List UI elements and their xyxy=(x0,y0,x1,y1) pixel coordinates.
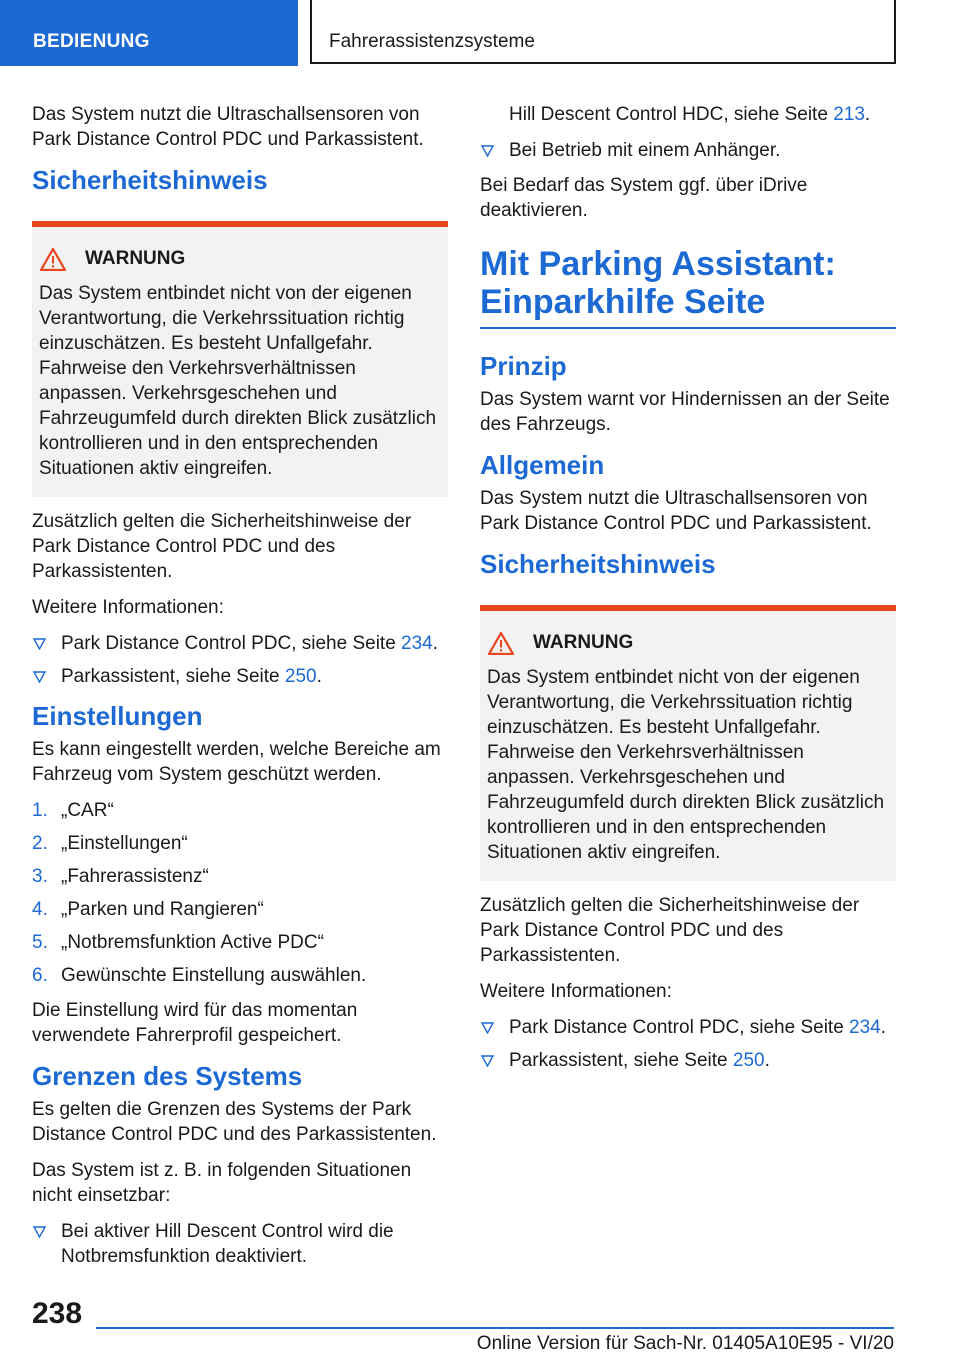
online-version: Online Version für Sach-Nr. 01405A10E95 - VI/20 xyxy=(476,1333,894,1354)
warning-box xyxy=(480,605,896,881)
safety-heading: Sicherheitshinweis xyxy=(32,165,268,195)
list-item: Park Distance Control PDC, siehe Seite 234. xyxy=(32,631,448,656)
step-item: 4. „Parken und Rangieren“ xyxy=(32,899,264,920)
bullet-triangle-icon xyxy=(33,638,46,650)
info-list xyxy=(32,631,448,689)
page-header xyxy=(0,0,960,66)
settings-note: Die Einstellung wird für das momentan verwendete Fahrerprofil gespeichert. xyxy=(32,1000,358,1046)
step-item: 5. „Notbremsfunktion Active PDC“ xyxy=(32,932,324,953)
list-item: Bei aktiver Hill Descent Control wird die Notbremsfunktion deaktiviert. xyxy=(32,1219,448,1269)
settings-intro: Es kann eingestellt werden, welche Bereiche am Fahrzeug vom System geschützt werden. xyxy=(32,739,441,785)
list-item: Park Distance Control PDC, siehe Seite 234. xyxy=(480,1015,896,1040)
step-item: 3. „Fahrerassistenz“ xyxy=(32,866,209,887)
info-list xyxy=(480,1015,896,1073)
step-item: 6. Gewünschte Einstellung auswählen. xyxy=(32,965,367,986)
principle-heading: Prinzip xyxy=(480,351,567,381)
intro-paragraph: Das System nutzt die Ultraschallsensoren von Park Distance Control PDC und Parkassistent. xyxy=(32,104,424,150)
step-item: 1. „CAR“ xyxy=(32,800,114,821)
additional-hints: Zusätzlich gelten die Sicherheitshinweise der Park Distance Control PDC und des Parkassistenten. xyxy=(32,511,412,582)
page-number: 238 xyxy=(32,1297,83,1330)
warning-header xyxy=(39,247,440,271)
limits-list xyxy=(32,1219,448,1269)
footer-divider xyxy=(96,1327,894,1329)
list-item: Parkassistent, siehe Seite 250. xyxy=(480,1048,896,1073)
limits-intro: Es gelten die Grenzen des Systems der Park Distance Control PDC und des Parkassistenten. xyxy=(32,1099,437,1145)
settings-heading: Einstellungen xyxy=(32,701,203,731)
settings-steps xyxy=(32,798,448,988)
limits-list-continued xyxy=(480,138,896,163)
safety-heading: Sicherheitshinweis xyxy=(480,549,716,579)
limit-item-continuation: Hill Descent Control HDC, siehe Seite 213. xyxy=(509,104,871,125)
section-label: BEDIENUNG xyxy=(0,0,298,66)
page-link[interactable]: 213 xyxy=(833,104,865,125)
page-link[interactable]: 234 xyxy=(401,633,433,654)
more-info-label: Weitere Informationen: xyxy=(480,981,672,1002)
step-item: 2. „Einstellungen“ xyxy=(32,833,188,854)
bullet-triangle-icon xyxy=(481,145,494,157)
page-link[interactable]: 250 xyxy=(732,1050,765,1071)
warning-triangle-icon xyxy=(40,247,66,271)
bullet-triangle-icon xyxy=(33,1226,46,1238)
warning-box xyxy=(32,221,448,497)
bullet-triangle-icon xyxy=(481,1022,494,1034)
limits-heading: Grenzen des Systems xyxy=(32,1061,303,1091)
additional-hints: Zusätzlich gelten die Sicherheitshinweise der Park Distance Control PDC und des Parkassistenten. xyxy=(480,895,860,966)
warning-title: WARNUNG xyxy=(533,632,634,653)
limits-sub: Das System ist z. B. in folgenden Situationen nicht einsetzbar: xyxy=(32,1160,412,1206)
general-heading: Allgemein xyxy=(480,450,605,480)
bullet-triangle-icon xyxy=(33,671,46,683)
main-heading: Mit Parking Assistant: Einparkhilfe Seite xyxy=(480,245,896,329)
page-link[interactable]: 250 xyxy=(284,666,317,687)
right-column xyxy=(480,102,896,1083)
left-column xyxy=(32,102,448,1279)
list-item: Parkassistent, siehe Seite 250. xyxy=(32,664,448,689)
page-link[interactable]: 234 xyxy=(849,1017,881,1038)
principle-text: Das System warnt vor Hindernissen an der Seite des Fahrzeugs. xyxy=(480,389,890,435)
warning-title: WARNUNG xyxy=(85,248,186,269)
warning-triangle-icon xyxy=(488,631,514,655)
warning-text: Das System entbindet nicht von der eigenen Verantwortung, die Verkehrssituation richtig einzuschätzen. Es besteht Unfallgefahr. Fahrweise den Verkehrsverhältnissen anpassen. Verkehrsgeschehen und Fahrzeugumfeld durch direkten Blick zusätzlich kontrollieren und in den entsprechenden Situationen aktiv eingreifen. xyxy=(39,283,437,479)
warning-text: Das System entbindet nicht von der eigenen Verantwortung, die Verkehrssituation richtig einzuschätzen. Es besteht Unfallgefahr. Fahrweise den Verkehrsverhältnissen anpassen. Verkehrsgeschehen und Fahrzeugumfeld durch direkten Blick zusätzlich kontrollieren und in den entsprechenden Situationen aktiv eingreifen. xyxy=(487,667,885,863)
warning-header xyxy=(487,631,888,655)
more-info-label: Weitere Informationen: xyxy=(32,597,224,618)
bullet-triangle-icon xyxy=(481,1055,494,1067)
list-item: Bei Betrieb mit einem Anhänger. xyxy=(480,138,896,163)
deactivate-note: Bei Bedarf das System ggf. über iDrive deaktivieren. xyxy=(480,175,808,221)
chapter-title: Fahrerassistenzsysteme xyxy=(310,0,896,64)
general-text: Das System nutzt die Ultraschallsensoren von Park Distance Control PDC und Parkassistent. xyxy=(480,488,872,534)
